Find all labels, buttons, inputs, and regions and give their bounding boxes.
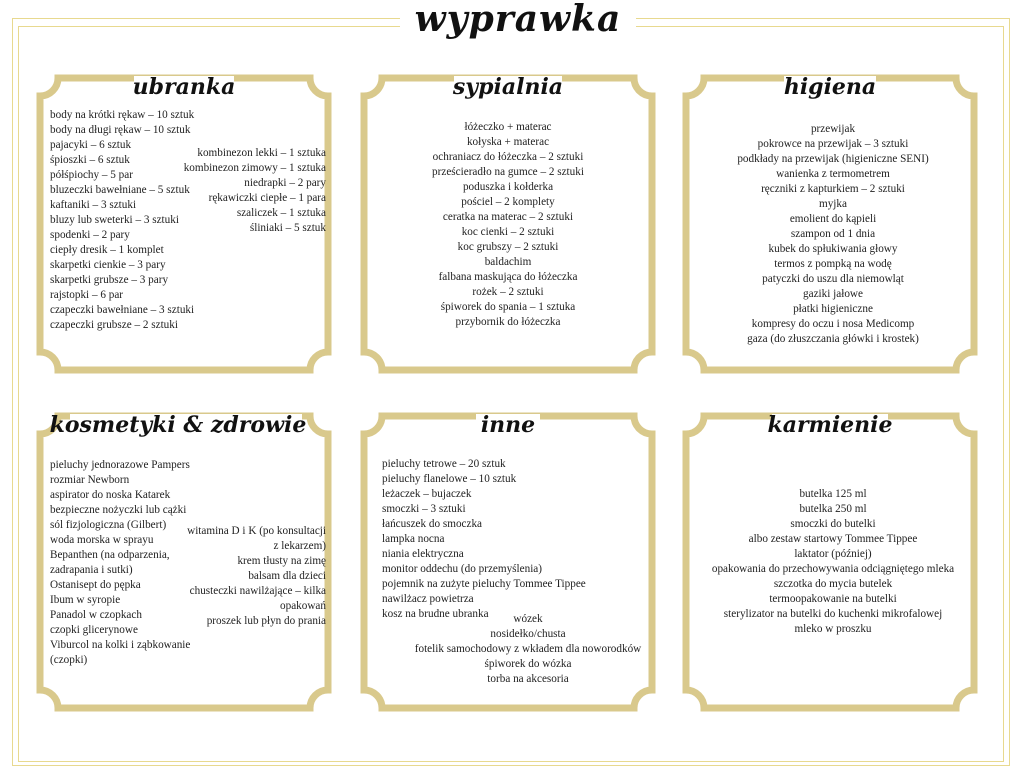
card-title: karmienie [767, 412, 893, 438]
list-item: koc cienki – 2 sztuki [461, 226, 555, 238]
list-item: pajacyki – 6 sztuk [50, 139, 132, 151]
list-item: śpioszki – 6 sztuk [50, 154, 130, 166]
list-item: prześcieradło na gumce – 2 sztuki [432, 166, 584, 178]
list-item: niania elektryczna [382, 548, 464, 560]
list-item: poduszka i kołderka [462, 181, 554, 193]
list-item: termoopakowanie na butelki [769, 593, 897, 605]
list-item: kombinezon lekki – 1 sztuka [197, 147, 326, 159]
list [680, 122, 986, 347]
list-item: bluzeczki bawełniane – 5 sztuk [50, 184, 190, 196]
list-column-center [358, 612, 698, 687]
page-title: wyprawka [414, 0, 622, 40]
list-item: spodenki – 2 pary [50, 229, 130, 241]
card-title: higiena [783, 74, 877, 100]
list-item: body na krótki rękaw – 10 sztuk [50, 109, 195, 121]
list-item: zadrapania i sutki) [50, 564, 133, 576]
list-item: Bepanthen (na odparzenia, [50, 549, 170, 561]
list-item: skarpetki grubsze – 3 pary [50, 274, 169, 286]
list-item: ceratka na materac – 2 sztuki [442, 211, 574, 223]
list-item: chusteczki nawilżające – kilka [189, 585, 326, 597]
list-item: śliniaki – 5 sztuk [249, 222, 326, 234]
list-item: kołyska + materac [466, 136, 550, 148]
list-item: rajstopki – 6 par [50, 289, 124, 301]
list-item: fotelik samochodowy z wkładem dla noworodków [414, 643, 642, 655]
card-karmienie [680, 410, 980, 714]
card-inne [358, 410, 658, 714]
list-item: szczotka do mycia butelek [773, 578, 893, 590]
list-item: baldachim [484, 256, 532, 268]
list-item: krem tłusty na zimę [237, 555, 326, 567]
list-item: kombinezon zimowy – 1 sztuka [183, 162, 326, 174]
list-item: skarpetki cienkie – 3 pary [50, 259, 166, 271]
card-ubranka [34, 72, 334, 376]
list-item: opakowania do przechowywania odciągniętego mleka [711, 563, 955, 575]
card-title: inne [480, 412, 536, 438]
list-item: torba na akcesoria [487, 673, 569, 685]
list-item: (czopki) [50, 654, 88, 666]
list-item: butelka 250 ml [799, 503, 867, 515]
list-item: monitor oddechu (do przemyślenia) [382, 563, 542, 575]
list-item: aspirator do noska Katarek [50, 489, 171, 501]
list-item: przybornik do łóżeczka [455, 316, 561, 328]
list-item: pokrowce na przewijak – 3 sztuki [757, 138, 909, 150]
card-title: ubranka [132, 74, 236, 100]
list-item: albo zestaw startowy Tommee Tippee [748, 533, 918, 545]
card-higiena [680, 72, 980, 376]
list-item: rękawiczki ciepłe – 1 para [208, 192, 326, 204]
list [358, 120, 658, 330]
list-item: łóżeczko + materac [464, 121, 552, 133]
list-item: opakowań [280, 600, 326, 612]
list-item: szaliczek – 1 sztuka [236, 207, 326, 219]
list-column-right [184, 146, 326, 236]
list-item: śpiworek do wózka [484, 658, 572, 670]
list-item: smoczki do butelki [790, 518, 876, 530]
list-item: z lekarzem) [273, 540, 326, 552]
list-item: sól fizjologiczna (Gilbert) [50, 519, 167, 531]
list-item: koc grubszy – 2 sztuki [457, 241, 559, 253]
list-item: patyczki do uszu dla niemowląt [762, 273, 904, 285]
list-item: Viburcol na kolki i ząbkowanie [50, 639, 191, 651]
list-item: butelka 125 ml [799, 488, 867, 500]
list-item: niedrapki – 2 pary [244, 177, 326, 189]
list-item: myjka [819, 198, 847, 210]
list-column-left [382, 457, 586, 622]
list-item: wanienka z termometrem [776, 168, 890, 180]
list-item: Ibum w syropie [50, 594, 121, 606]
card-sypialnia [358, 72, 658, 376]
list-item: ochraniacz do łóżeczka – 2 sztuki [432, 151, 584, 163]
list-item: wózek [513, 613, 543, 625]
list-item: półśpiochy – 5 par [50, 169, 133, 181]
list-item: czapeczki bawełniane – 3 sztuki [50, 304, 195, 316]
list-item: laktator (później) [794, 548, 872, 560]
list-item: gaziki jałowe [803, 288, 863, 300]
list-item: czopki glicerynowe [50, 624, 138, 636]
list-item: pieluchy jednorazowe Pampers [50, 459, 190, 471]
list-item: leżaczek – bujaczek [382, 488, 472, 500]
list-item: balsam dla dzieci [248, 570, 326, 582]
list-item: smoczki – 3 sztuki [382, 503, 466, 515]
list-item: Panadol w czopkach [50, 609, 142, 621]
list-item: kompresy do oczu i nosa Medicomp [751, 318, 915, 330]
list-item: kaftaniki – 3 sztuki [50, 199, 137, 211]
list-column-left [50, 108, 194, 333]
list-item: emolient do kąpieli [789, 213, 877, 225]
list-item: witamina D i K (po konsultacji [187, 525, 326, 537]
list-item: łańcuszek do smoczka [382, 518, 483, 530]
list-item: podkłady na przewijak (higieniczne SENI) [737, 153, 929, 165]
card-kosmetyki-zdrowie [34, 410, 334, 714]
list-item: falbana maskująca do łóżeczka [438, 271, 578, 283]
list-item: sterylizator na butelki do kuchenki mikrofalowej [723, 608, 943, 620]
card-title: sypialnia [452, 74, 564, 100]
list-item: bezpieczne nożyczki lub cążki [50, 504, 187, 516]
list-item: ręczniki z kapturkiem – 2 sztuki [761, 183, 905, 195]
list-item: mleko w proszku [794, 623, 872, 635]
list-item: rożek – 2 sztuki [472, 286, 544, 298]
list-item: pojemnik na zużyte pieluchy Tommee Tippee [382, 578, 586, 590]
list-item: termos z pompką na wodę [774, 258, 892, 270]
list-item: czapeczki grubsze – 2 sztuki [50, 319, 178, 331]
list-item: kubek do spłukiwania głowy [768, 243, 898, 255]
list-item: nawilżacz powietrza [382, 593, 474, 605]
list-item: body na długi rękaw – 10 sztuk [50, 124, 191, 136]
list-column-left [50, 458, 190, 668]
list [680, 487, 986, 637]
list-item: śpiworek do spania – 1 sztuka [440, 301, 576, 313]
list-item: ciepły dresik – 1 komplet [50, 244, 164, 256]
list-item: gaza (do złuszczania główki i krostek) [747, 333, 919, 345]
list-item: bluzy lub sweterki – 3 sztuki [50, 214, 179, 226]
list-item: lampka nocna [382, 533, 445, 545]
list-item: szampon od 1 dnia [790, 228, 876, 240]
card-title: kosmetyki & zdrowie [49, 412, 307, 438]
list-item: Ostanisept do pępka [50, 579, 141, 591]
list-item: przewijak [810, 123, 856, 135]
list-item: pościel – 2 komplety [461, 196, 555, 208]
list-item: kosz na brudne ubranka [382, 608, 489, 620]
list-item: proszek lub płyn do prania [206, 615, 326, 627]
list-item: pieluchy tetrowe – 20 sztuk [382, 458, 506, 470]
list-item: rozmiar Newborn [50, 474, 130, 486]
list-item: płatki higieniczne [793, 303, 873, 315]
list-item: pieluchy flanelowe – 10 sztuk [382, 473, 517, 485]
list-item: nosidełko/chusta [490, 628, 566, 640]
list-item: woda morska w sprayu [50, 534, 154, 546]
list-column-right [187, 524, 326, 629]
